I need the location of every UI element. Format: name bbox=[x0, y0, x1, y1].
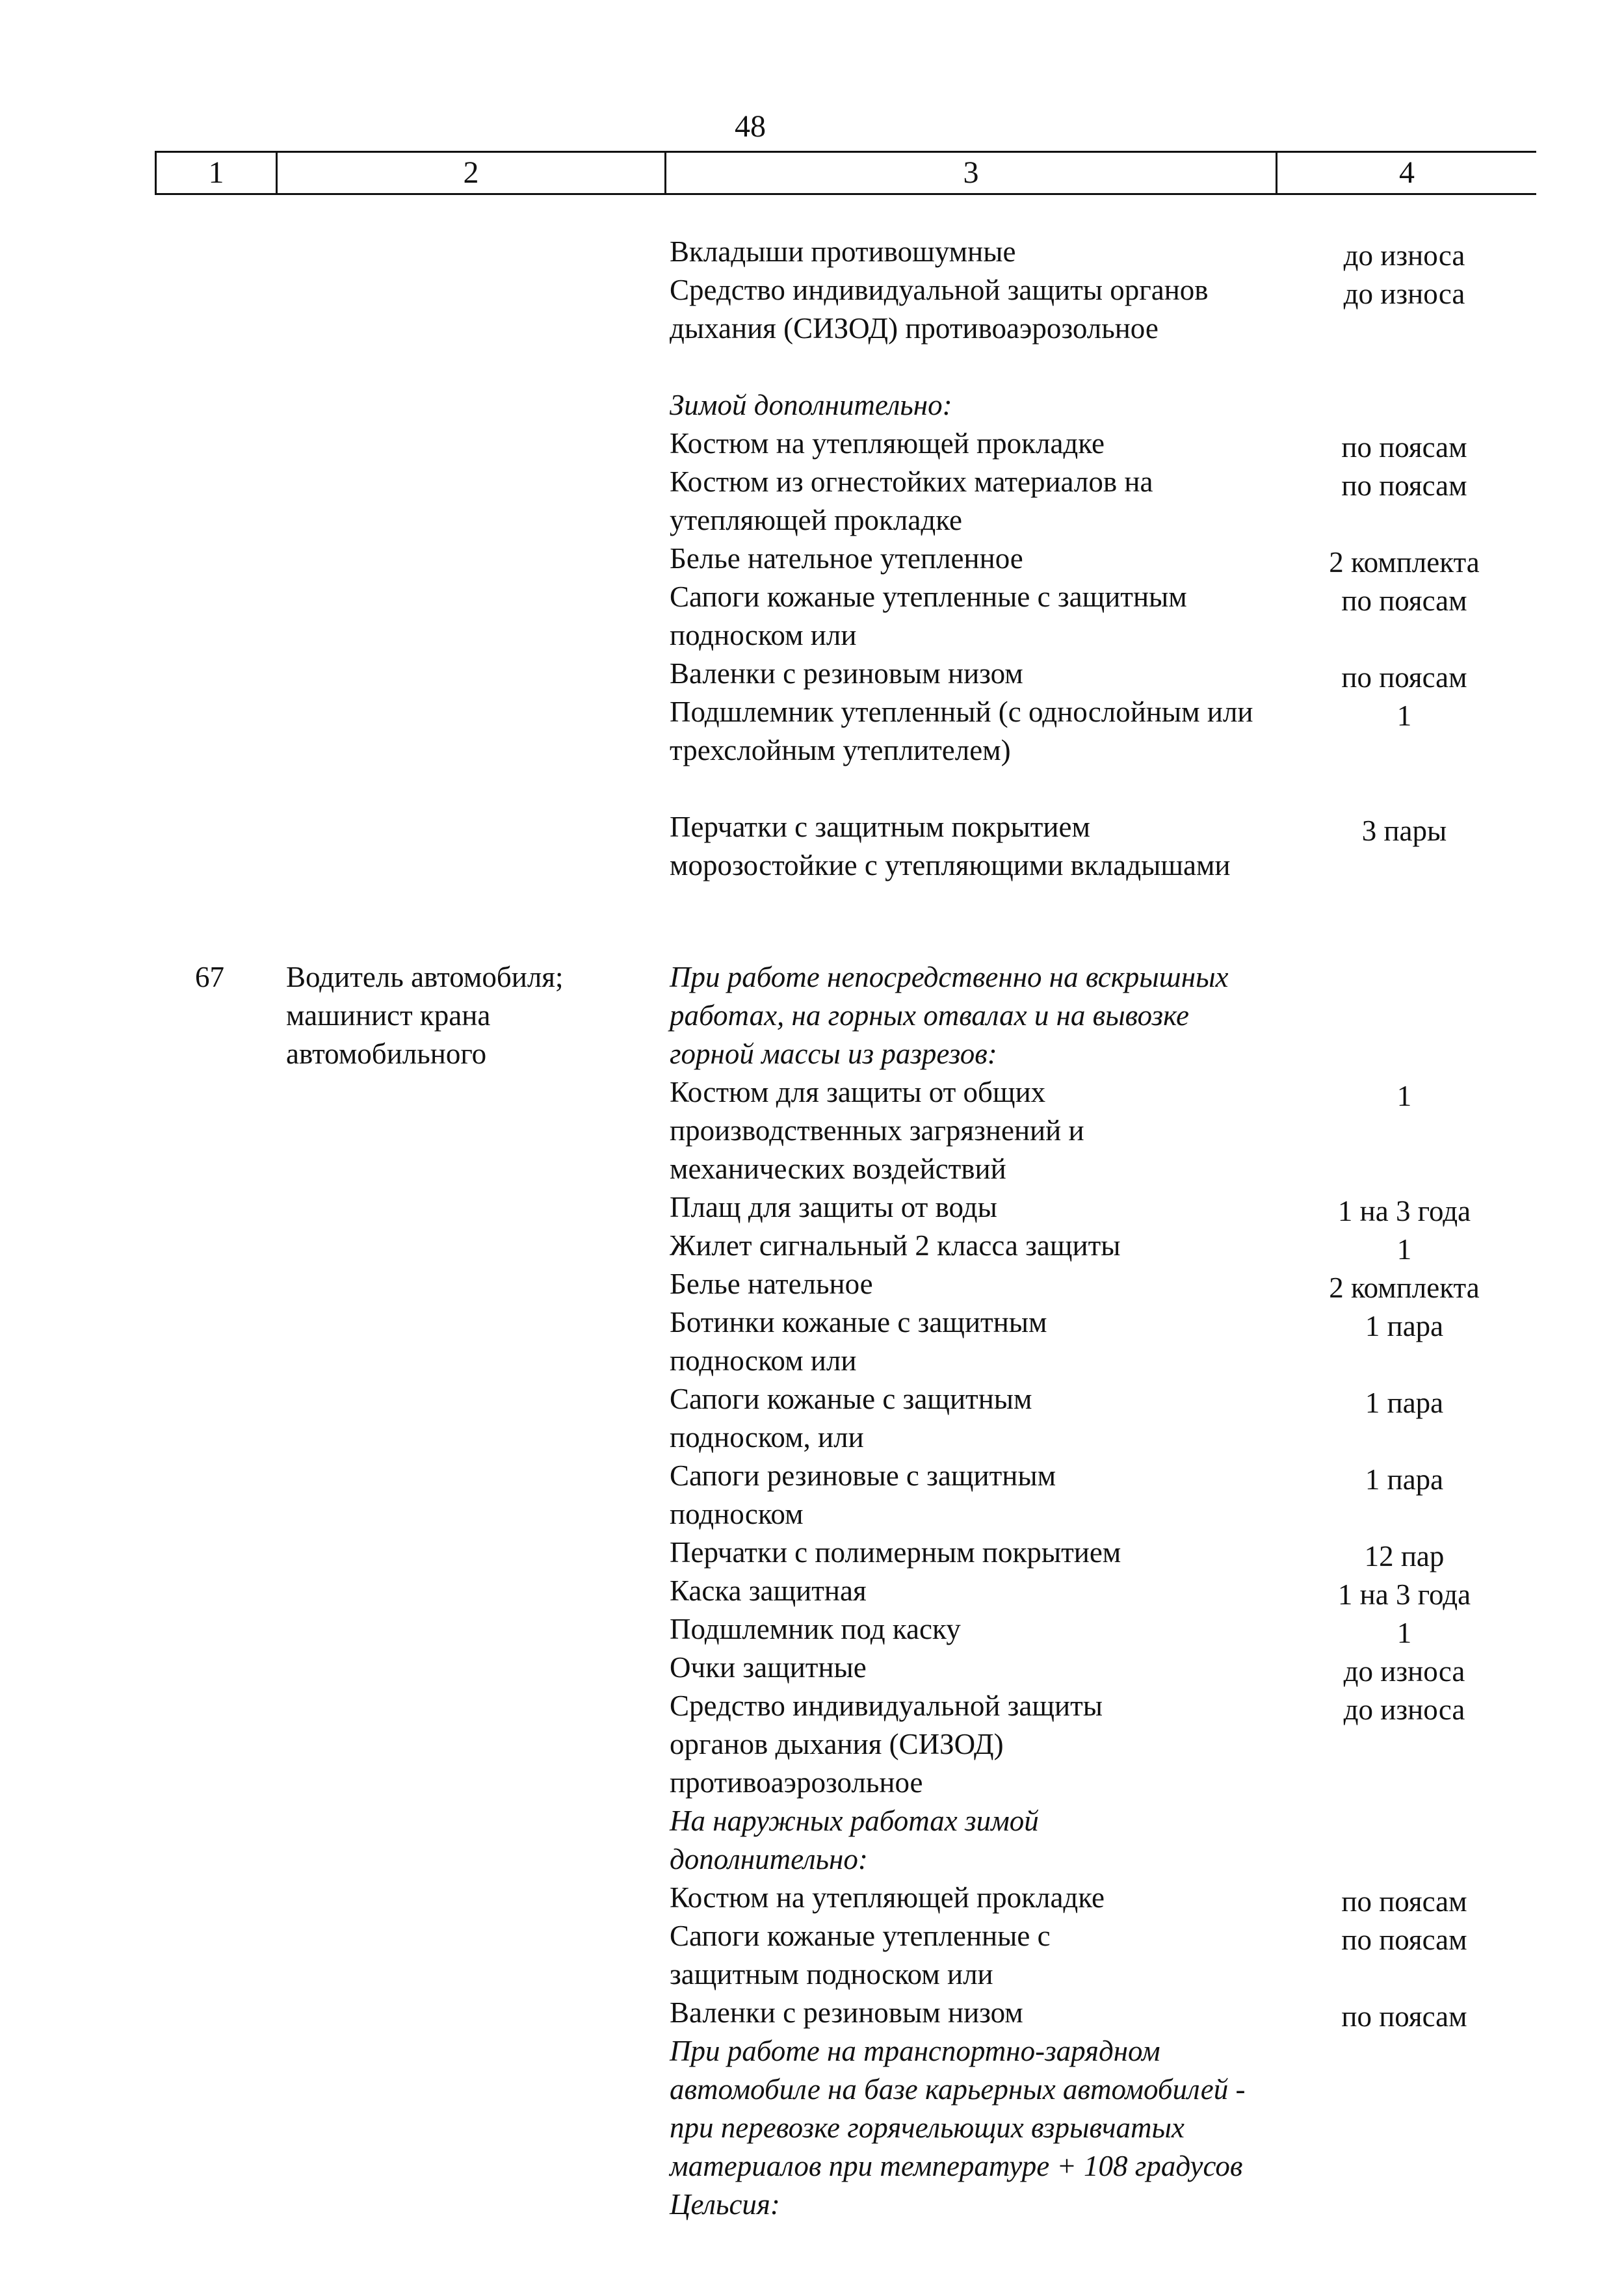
item-qty: 1 на 3 года bbox=[1337, 1195, 1471, 1227]
item-name: Средство индивидуальной защиты органов дыхания (СИЗОД) противоаэрозольное bbox=[670, 1689, 1103, 1799]
table-header bbox=[155, 151, 1536, 195]
header-col-2: 2 bbox=[278, 153, 666, 193]
page-number: 48 bbox=[735, 109, 766, 144]
item-qty: до износа bbox=[1343, 1693, 1465, 1726]
header-col-1: 1 bbox=[157, 153, 278, 193]
item-name: Подшлемник утепленный (с однослойным или трехслойным утеплителем) bbox=[670, 696, 1253, 766]
item-qty: 12 пар bbox=[1364, 1540, 1445, 1572]
item-qty: до износа bbox=[1343, 239, 1465, 272]
item-qty: 2 комплекта bbox=[1329, 546, 1480, 579]
header-col-3: 3 bbox=[666, 153, 1277, 193]
item-name: Белье нательное bbox=[670, 1268, 873, 1300]
item-qty: 1 пара bbox=[1365, 1310, 1444, 1342]
item-name: Перчатки с защитным покрытием морозостойкие с утепляющими вкладышами bbox=[670, 811, 1231, 881]
header-col-4: 4 bbox=[1399, 155, 1415, 190]
item-name: Сапоги кожаные утепленные с защитным подноском или bbox=[670, 581, 1187, 651]
item-qty: до износа bbox=[1343, 1655, 1465, 1688]
condition-1: При работе непосредственно на вскрышных работах, на горных отвалах и на вывозке горной массы из разрезов: bbox=[670, 961, 1229, 1070]
item-name: Белье нательное утепленное bbox=[670, 542, 1023, 575]
item-name: Костюм для защиты от общих производственных загрязнений и механических воздействий bbox=[670, 1076, 1084, 1185]
item-qty: по поясам bbox=[1341, 1885, 1467, 1918]
condition-3: При работе на транспортно-зарядном автомобиле на базе карьерных автомобилей - при перевозке горячельющих взрывчатых материалов при температуре + 108 градусов Цельсия: bbox=[670, 2035, 1246, 2221]
item-name: Вкладыши противошумные bbox=[670, 235, 1016, 268]
item-qty: по поясам bbox=[1341, 584, 1467, 617]
item-name: Костюм из огнестойких материалов на утепляющей прокладке bbox=[670, 465, 1153, 536]
item-qty: 1 пара bbox=[1365, 1463, 1444, 1496]
item-qty: до износа bbox=[1343, 278, 1465, 310]
profession: Водитель автомобиля; машинист крана автомобильного bbox=[286, 961, 564, 1070]
item-qty: 1 bbox=[1396, 699, 1412, 732]
item-name: Сапоги резиновые с защитным подноском bbox=[670, 1459, 1056, 1530]
item-qty: 1 пара bbox=[1365, 1387, 1444, 1419]
item-qty: 2 комплекта bbox=[1329, 1272, 1480, 1304]
item-qty: 1 bbox=[1396, 1617, 1412, 1649]
item-name: Сапоги кожаные утепленные с защитным подноском или bbox=[670, 1920, 1051, 1990]
item-name: Валенки с резиновым низом bbox=[670, 1996, 1023, 2029]
condition-winter: Зимой дополнительно: bbox=[670, 389, 952, 421]
condition-2: На наружных работах зимой дополнительно: bbox=[670, 1805, 1039, 1875]
item-qty: 1 на 3 года bbox=[1337, 1578, 1471, 1611]
row-number: 67 bbox=[195, 961, 224, 993]
item-qty: по поясам bbox=[1341, 469, 1467, 502]
item-name: Перчатки с полимерным покрытием bbox=[670, 1536, 1121, 1569]
item-qty: 1 bbox=[1396, 1080, 1412, 1112]
item-name: Плащ для защиты от воды bbox=[670, 1191, 997, 1223]
item-name: Сапоги кожаные с защитным подноском, или bbox=[670, 1383, 1032, 1454]
item-name: Валенки с резиновым низом bbox=[670, 657, 1023, 690]
item-name: Средство индивидуальной защиты органов дыхания (СИЗОД) противоаэрозольное bbox=[670, 274, 1209, 345]
item-qty: по поясам bbox=[1341, 1924, 1467, 1956]
item-qty: по поясам bbox=[1341, 431, 1467, 463]
item-name: Жилет сигнальный 2 класса защиты bbox=[670, 1229, 1121, 1262]
item-qty: по поясам bbox=[1341, 2000, 1467, 2033]
item-name: Костюм на утепляющей прокладке bbox=[670, 427, 1105, 460]
item-name: Костюм на утепляющей прокладке bbox=[670, 1881, 1105, 1914]
item-name: Каска защитная bbox=[670, 1574, 867, 1607]
item-qty: по поясам bbox=[1341, 661, 1467, 694]
item-name: Подшлемник под каску bbox=[670, 1613, 961, 1645]
item-qty: 1 bbox=[1396, 1233, 1412, 1266]
item-qty: 3 пары bbox=[1361, 815, 1447, 847]
item-name: Очки защитные bbox=[670, 1651, 867, 1684]
item-name: Ботинки кожаные с защитным подноском или bbox=[670, 1306, 1047, 1377]
